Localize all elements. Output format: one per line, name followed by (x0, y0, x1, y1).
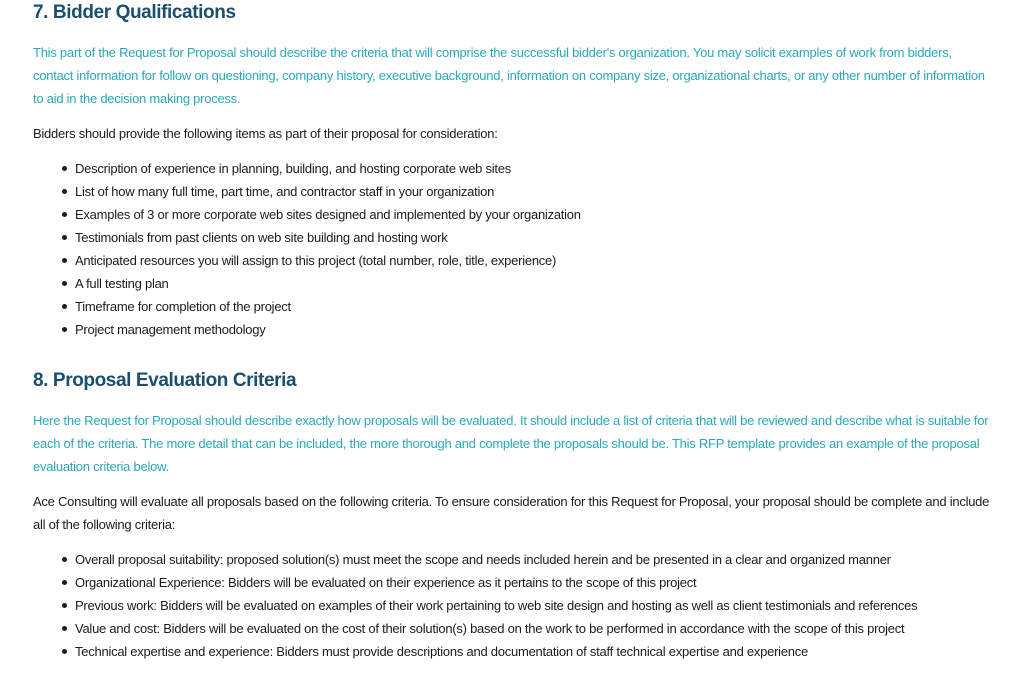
list-item: Description of experience in planning, building, and hosting corporate web sites (75, 157, 993, 180)
section-7-intro: Bidders should provide the following items as part of their proposal for consideration: (33, 126, 498, 141)
list-item: Project management methodology (75, 318, 993, 341)
list-item: Examples of 3 or more corporate web sites designed and implemented by your organization (75, 203, 993, 226)
section-8-guidance: Here the Request for Proposal should describe exactly how proposals will be evaluated. It should include a list of criteria that will be reviewed and describe what is suitable for each of the criteria. The more detail that can be included, the more thorough and complete the proposals should be. This RFP template provides an example of the proposal evaluation criteria below. (33, 413, 989, 474)
section-7-list (33, 157, 993, 341)
list-item: Timeframe for completion of the project (75, 295, 993, 318)
section-8-heading: 8. Proposal Evaluation Criteria (33, 370, 297, 391)
section-7-heading: 7. Bidder Qualifications (33, 2, 236, 23)
list-item: Organizational Experience: Bidders will be evaluated on their experience as it pertains to the scope of this project (75, 571, 993, 594)
section-8-list (33, 548, 993, 663)
document-content (33, 0, 993, 663)
section-8-intro: Ace Consulting will evaluate all proposals based on the following criteria. To ensure consideration for this Request for Proposal, your proposal should be complete and include all of the following criteria: (33, 494, 990, 532)
list-item: Overall proposal suitability: proposed solution(s) must meet the scope and needs included herein and be presented in a clear and organized manner (75, 548, 993, 571)
section-7-guidance: This part of the Request for Proposal should describe the criteria that will comprise the successful bidder's organization. You may solicit examples of work from bidders, contact information for follow on questioning, company history, executive background, information on company size, organizational charts, or any other number of information to aid in the decision making process. (33, 45, 985, 106)
list-item: A full testing plan (75, 272, 993, 295)
list-item: Anticipated resources you will assign to this project (total number, role, title, experience) (75, 249, 993, 272)
list-item: Testimonials from past clients on web site building and hosting work (75, 226, 993, 249)
list-item: Previous work: Bidders will be evaluated on examples of their work pertaining to web site design and hosting as well as client testimonials and references (75, 594, 993, 617)
list-item: Technical expertise and experience: Bidders must provide descriptions and documentation of staff technical expertise and experience (75, 640, 993, 663)
list-item: Value and cost: Bidders will be evaluated on the cost of their solution(s) based on the work to be performed in accordance with the scope of this project (75, 617, 993, 640)
list-item: List of how many full time, part time, and contractor staff in your organization (75, 180, 993, 203)
